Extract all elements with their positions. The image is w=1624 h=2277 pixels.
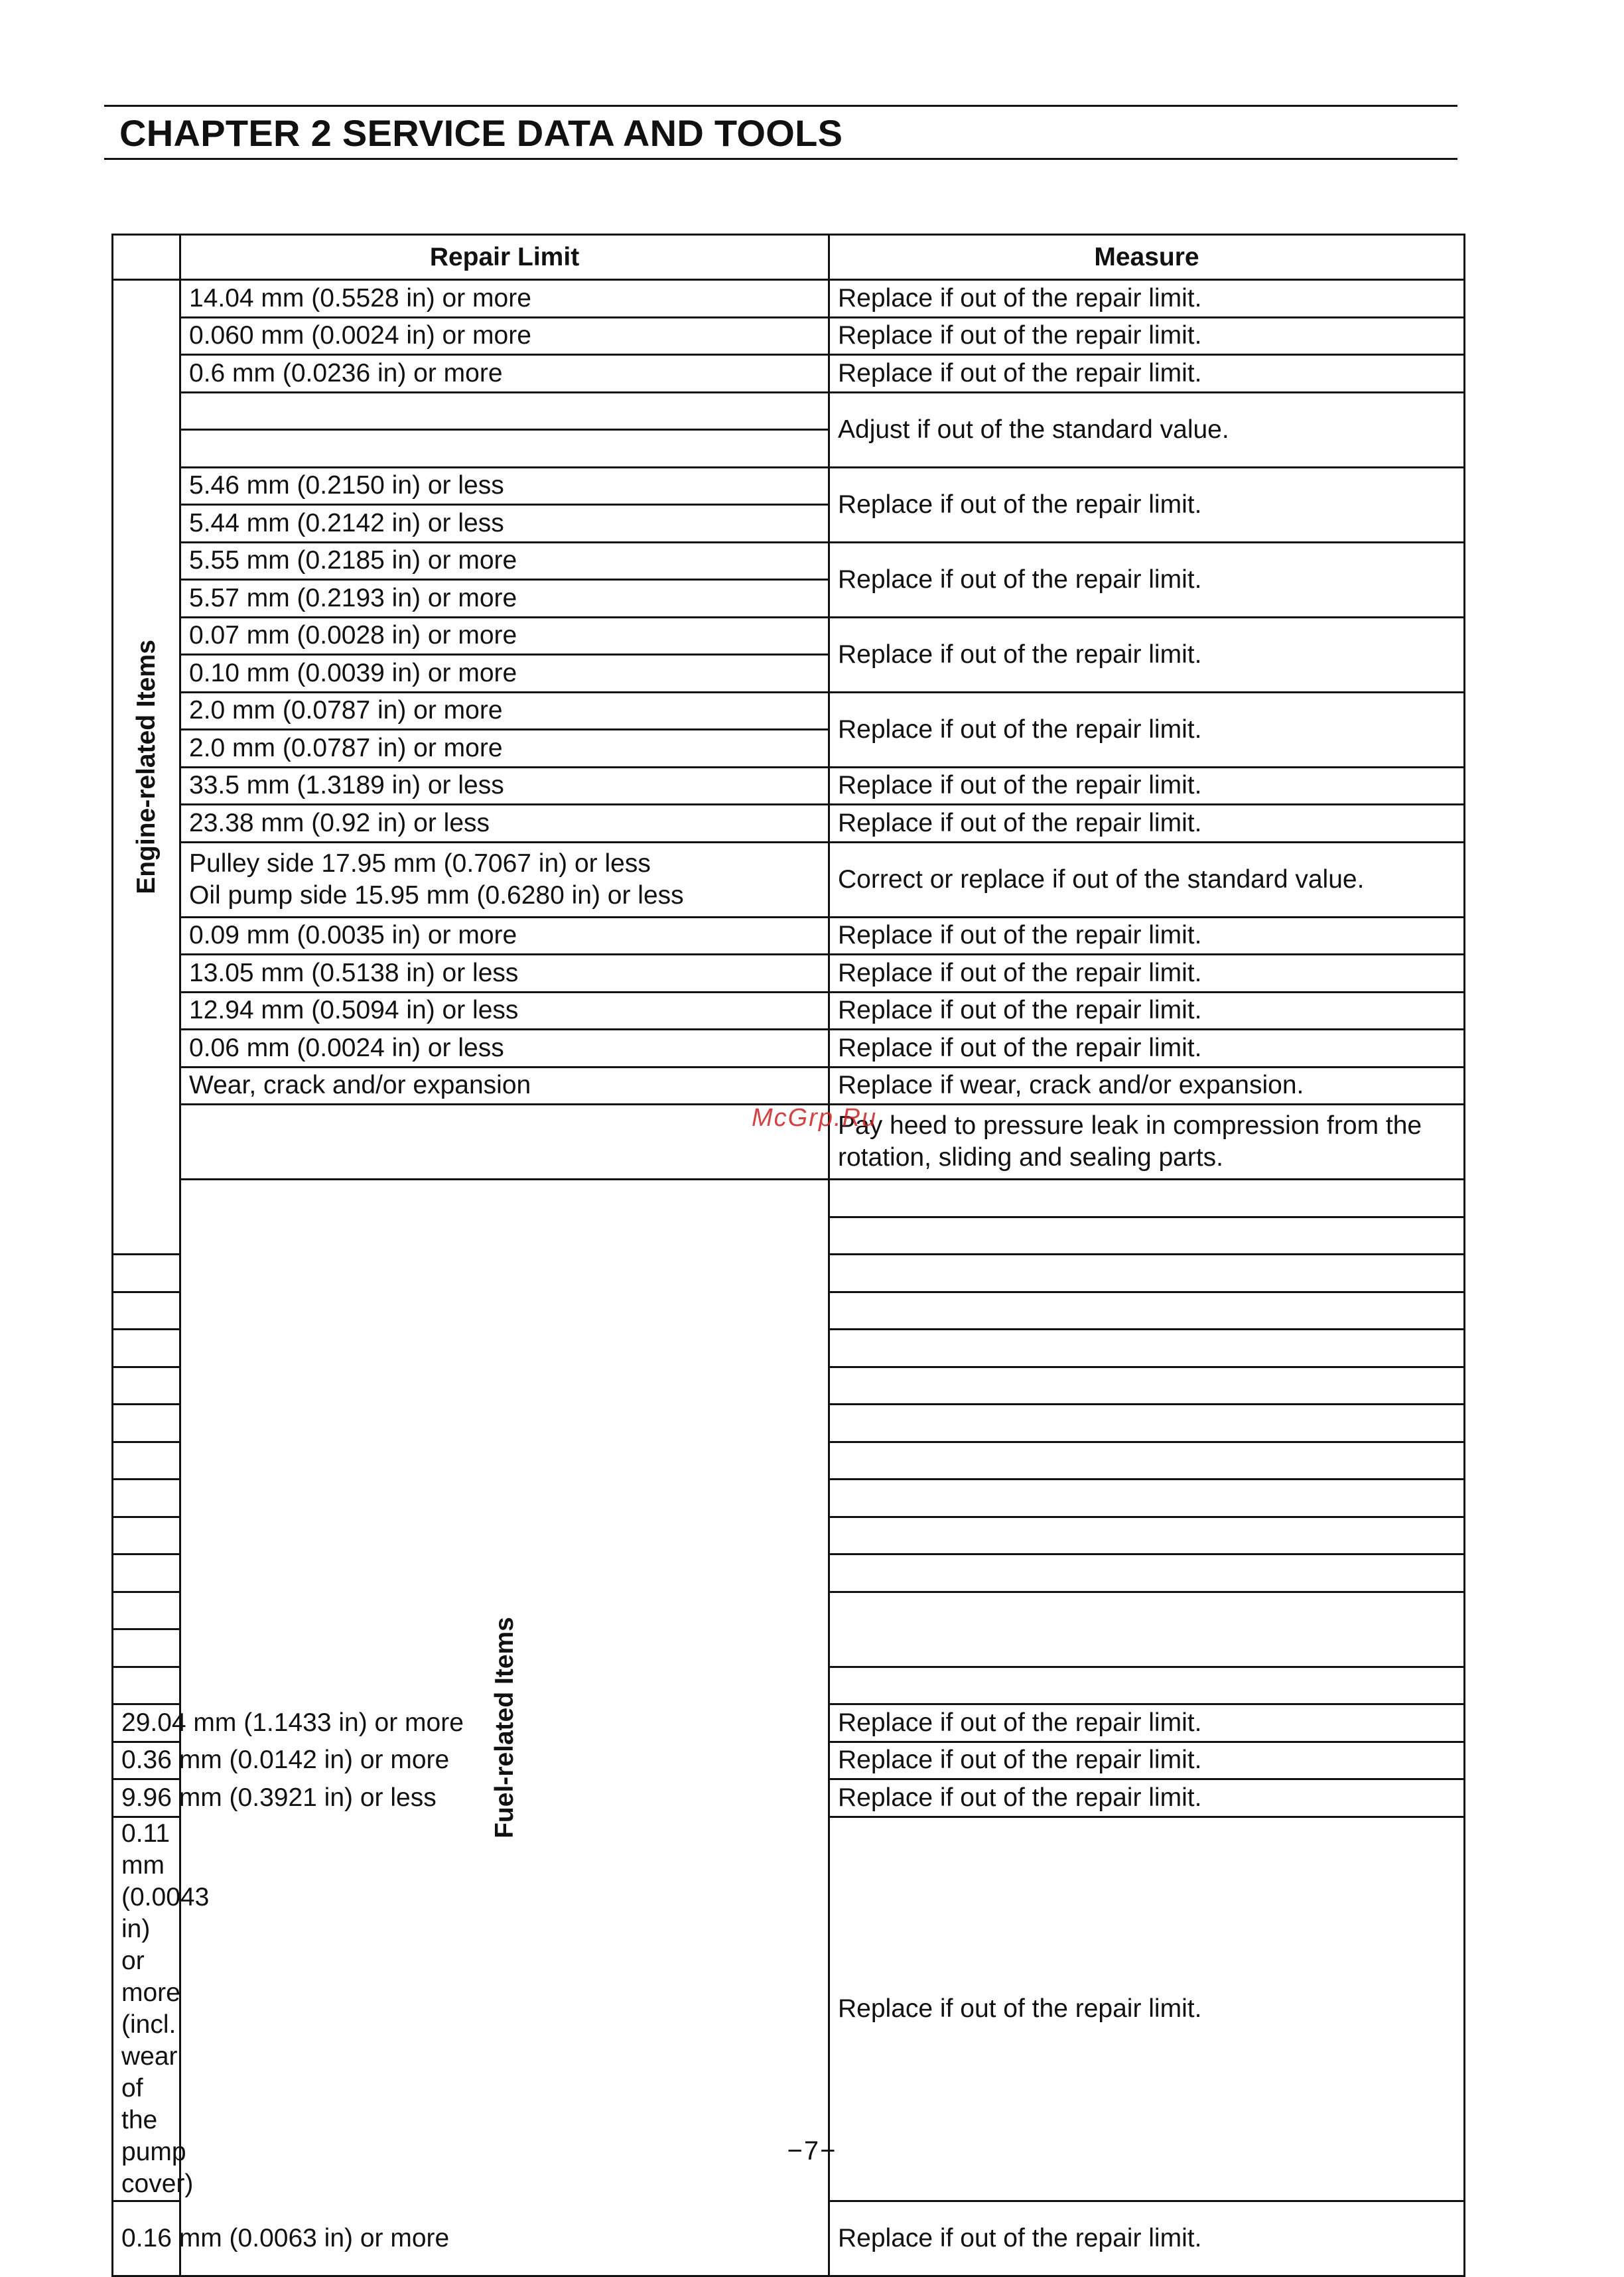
- measure-cell: [829, 1330, 1465, 1367]
- repair-limit-column-header: Repair Limit: [180, 235, 829, 280]
- repair-limit-cell: 2.0 mm (0.0787 in) or more: [180, 730, 829, 768]
- repair-limit-cell: [113, 1667, 180, 1704]
- repair-limit-cell: 0.36 mm (0.0142 in) or more: [113, 1742, 180, 1779]
- category-fuel-label: Fuel-related Items: [490, 1616, 519, 1838]
- table-row: [113, 842, 1465, 917]
- repair-limit-cell: 0.06 mm (0.0024 in) or less: [180, 1030, 829, 1068]
- repair-limit-cell: [829, 1217, 1465, 1255]
- measure-column-header: Measure: [829, 235, 1465, 280]
- repair-limit-line: Pulley side 17.95 mm (0.7067 in) or less: [189, 849, 651, 878]
- repair-limit-cell: 5.57 mm (0.2193 in) or more: [180, 580, 829, 618]
- measure-cell: Replace if out of the repair limit.: [829, 317, 1465, 355]
- measure-cell: Replace if out of the repair limit.: [829, 955, 1465, 993]
- repair-limit-cell: [113, 1554, 180, 1592]
- table-row: [113, 355, 1465, 393]
- measure-cell: Replace if out of the repair limit.: [829, 805, 1465, 843]
- table-row: [113, 617, 1465, 655]
- measure-cell: Replace if out of the repair limit.: [829, 617, 1465, 692]
- table-row: [113, 1030, 1465, 1068]
- table-row: [113, 542, 1465, 580]
- repair-limit-cell: [829, 1180, 1465, 1217]
- repair-limit-cell: 0.6 mm (0.0236 in) or more: [180, 355, 829, 393]
- repair-limit-cell: 23.38 mm (0.92 in) or less: [180, 805, 829, 843]
- measure-cell: Replace if out of the repair limit.: [829, 280, 1465, 318]
- measure-cell: Replace if wear, crack and/or expansion.: [829, 1067, 1465, 1105]
- measure-cell: Replace if out of the repair limit.: [829, 1030, 1465, 1068]
- measure-cell: [829, 1592, 1465, 1667]
- measure-cell: [829, 1667, 1465, 1704]
- repair-limit-cell: [113, 1442, 180, 1480]
- measure-cell: [829, 1442, 1465, 1480]
- measure-cell: Replace if out of the repair limit.: [829, 1704, 1465, 1742]
- table-row: [113, 955, 1465, 993]
- measure-cell: Replace if out of the repair limit.: [829, 1779, 1465, 1817]
- measure-cell: [829, 1405, 1465, 1442]
- measure-cell: Replace if out of the repair limit.: [829, 917, 1465, 955]
- measure-cell: [829, 1480, 1465, 1517]
- measure-line: rotation, sliding and sealing parts.: [838, 1143, 1224, 1172]
- table-row: [113, 992, 1465, 1030]
- repair-limit-cell: 0.09 mm (0.0035 in) or more: [180, 917, 829, 955]
- repair-limit-cell: [113, 1629, 180, 1667]
- repair-limit-cell: 9.96 mm (0.3921 in) or less: [113, 1779, 180, 1817]
- repair-limit-cell: 14.04 mm (0.5528 in) or more: [180, 280, 829, 318]
- repair-limit-cell: 5.46 mm (0.2150 in) or less: [180, 467, 829, 505]
- repair-limit-cell: [180, 430, 829, 468]
- repair-limit-cell: [180, 392, 829, 430]
- repair-limit-cell: [180, 842, 829, 917]
- table-row: [113, 692, 1465, 730]
- category-engine-label: Engine-related Items: [131, 640, 161, 894]
- table-row: [113, 1180, 1465, 1217]
- category-column-header: [113, 235, 180, 280]
- measure-cell: [829, 1105, 1465, 1180]
- table-header-row: [113, 235, 1465, 280]
- top-rule: [104, 105, 1457, 107]
- measure-cell: Replace if out of the repair limit.: [829, 992, 1465, 1030]
- repair-limit-line: (incl. wear of the pump cover): [121, 2010, 194, 2198]
- measure-cell: [829, 1292, 1465, 1330]
- table-row: [113, 392, 1465, 430]
- measure-cell: [829, 1367, 1465, 1405]
- repair-limit-cell: [113, 1255, 180, 1292]
- repair-limit-line: Oil pump side 15.95 mm (0.6280 in) or less: [189, 880, 684, 910]
- repair-limit-cell: 5.44 mm (0.2142 in) or less: [180, 505, 829, 543]
- repair-limit-cell: 5.55 mm (0.2185 in) or more: [180, 542, 829, 580]
- table-row: [113, 805, 1465, 843]
- table-row: [113, 767, 1465, 805]
- chapter-title: CHAPTER 2 SERVICE DATA AND TOOLS: [119, 112, 843, 154]
- repair-limit-cell: [113, 1367, 180, 1405]
- measure-cell: [829, 1517, 1465, 1554]
- table-row: [113, 467, 1465, 505]
- watermark: McGrp.Ru: [752, 1104, 878, 1132]
- table-row: [113, 280, 1465, 318]
- repair-limit-cell: Wear, crack and/or expansion: [180, 1067, 829, 1105]
- page-number: −7−: [787, 2136, 837, 2166]
- category-engine: [113, 280, 180, 1255]
- measure-cell: Adjust if out of the standard value.: [829, 392, 1465, 467]
- measure-cell: Replace if out of the repair limit.: [829, 692, 1465, 767]
- repair-limit-cell: [113, 1517, 180, 1554]
- repair-limit-cell: [113, 1480, 180, 1517]
- repair-limit-cell: 12.94 mm (0.5094 in) or less: [180, 992, 829, 1030]
- repair-limit-cell: [113, 1330, 180, 1367]
- measure-line: Pay heed to pressure leak in compression from the: [838, 1111, 1422, 1140]
- measure-cell: [829, 1255, 1465, 1292]
- measure-cell: Replace if out of the repair limit.: [829, 1742, 1465, 1779]
- repair-limit-cell: [113, 1405, 180, 1442]
- measure-cell: [829, 1554, 1465, 1592]
- repair-limit-cell: 0.10 mm (0.0039 in) or more: [180, 655, 829, 693]
- measure-cell: Replace if out of the repair limit.: [829, 542, 1465, 617]
- title-underline: [104, 158, 1457, 160]
- repair-limit-cell: [113, 1292, 180, 1330]
- repair-limit-cell: [180, 1105, 829, 1180]
- repair-limit-cell: 13.05 mm (0.5138 in) or less: [180, 955, 829, 993]
- repair-limit-cell: 0.060 mm (0.0024 in) or more: [180, 317, 829, 355]
- measure-cell: Replace if out of the repair limit.: [829, 355, 1465, 393]
- table-row: [113, 917, 1465, 955]
- category-fuel: [180, 1180, 829, 2276]
- measure-cell: Replace if out of the repair limit.: [829, 2201, 1465, 2276]
- repair-limit-cell: 2.0 mm (0.0787 in) or more: [180, 692, 829, 730]
- table-row: [113, 1067, 1465, 1105]
- repair-limit-cell: 0.16 mm (0.0063 in) or more: [113, 2201, 180, 2276]
- repair-limit-line: 0.11 mm (0.0043 in) or more: [121, 1819, 210, 2007]
- repair-limit-cell: 33.5 mm (1.3189 in) or less: [180, 767, 829, 805]
- service-data-table: [111, 234, 1465, 2277]
- repair-limit-cell: 29.04 mm (1.1433 in) or more: [113, 1704, 180, 1742]
- measure-cell: Replace if out of the repair limit.: [829, 467, 1465, 542]
- measure-cell: Correct or replace if out of the standard value.: [829, 842, 1465, 917]
- measure-cell: Replace if out of the repair limit.: [829, 1817, 1465, 2201]
- repair-limit-cell: 0.07 mm (0.0028 in) or more: [180, 617, 829, 655]
- repair-limit-cell: [113, 1592, 180, 1629]
- measure-cell: Replace if out of the repair limit.: [829, 767, 1465, 805]
- table-row: [113, 317, 1465, 355]
